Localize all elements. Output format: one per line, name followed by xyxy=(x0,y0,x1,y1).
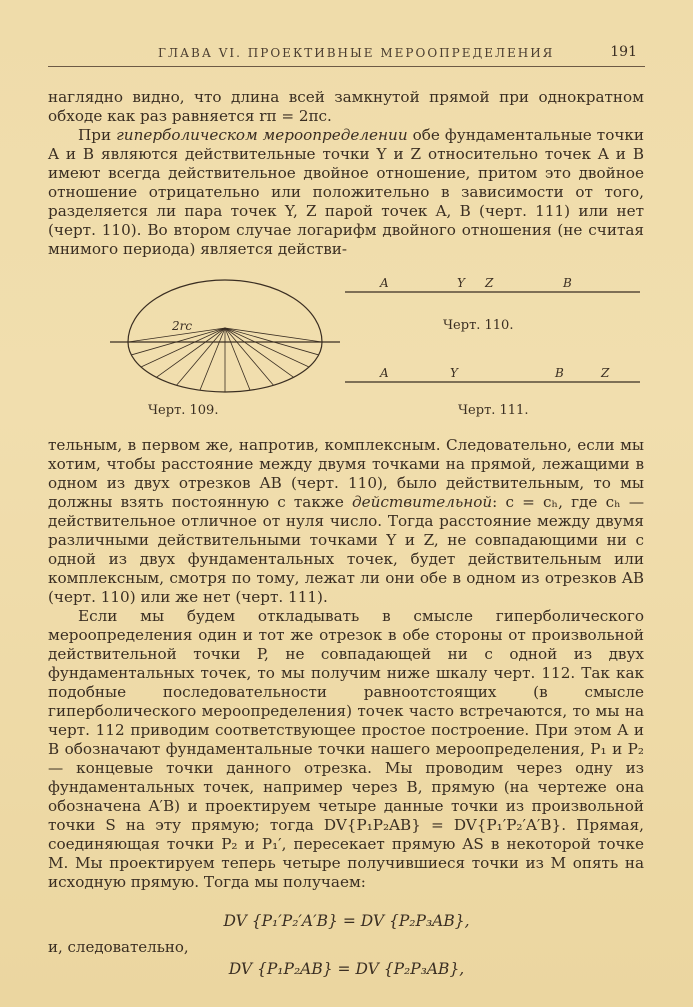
paragraph-2 xyxy=(48,126,644,259)
fig109-caption: Черт. 109. xyxy=(148,403,219,418)
running-header xyxy=(48,42,645,67)
fig110-point-b: B xyxy=(563,276,572,290)
text-block-bottom xyxy=(48,436,644,892)
fig109-ray xyxy=(225,328,274,385)
paragraph-3 xyxy=(48,436,644,607)
fig110-caption: Черт. 110. xyxy=(443,318,514,333)
fig110-point-a: A xyxy=(380,276,389,290)
fig111-point-y: Y xyxy=(450,366,458,380)
italic-term-real: действительной xyxy=(351,493,493,511)
paragraph-1: наглядно видно, что длина всей замкнутой прямой при однократном обходе как раз равняется rπ = 2πc. xyxy=(48,88,644,125)
text-block-top xyxy=(48,88,644,259)
figure-111 xyxy=(345,368,640,388)
connector-text: и, следовательно, xyxy=(48,938,189,956)
paragraph-2-start: При xyxy=(78,126,117,144)
formula-2: DV {P₁P₂AB} = DV {P₂P₃AB}, xyxy=(228,960,465,978)
paragraph-4: Если мы будем откладывать в смысле гиперболического мероопределения один и тот же отрезок в обе стороны от произвольной действительной точки P, не совпадающей ни с одной из двух фундаментальных точек, то мы получим ниже шкалу черт. 112. Так как подобные последовательности равноотстоящих (в смысле гиперболического мероопределения) точек часто встречаются, то мы на черт. 112 приводим соответствующее простое построение. При этом A и B обозначают фундаментальные точки нашего мероопределения, P₁ и P₂ — концевые точки данного отрезка. Мы проводим через одну из фундаментальных точек, например через B, прямую (на чертеже она обозначена A′B) и проектируем четыре данные точки из произвольной точки S на эту прямую; тогда DV{P₁P₂AB} = DV{P₁′P₂′A′B}. Прямая, соединяющая точки P₂ и P₁′, пересекает прямую AS в некоторой точке M. Мы проектируем теперь четыре получившиеся точки из M опять на исходную прямую. Тогда мы получаем: xyxy=(48,607,644,891)
paragraph-2-rest: обе фундаментальные точки A и B являются действительные точки Y и Z относительно точек A и B имеют всегда действительное двойное отношение, притом это двойное отношение отрицательно или положительно в зависимости от того, разделяется ли пара точек Y, Z парой точек A, B (черт. 111) или нет (черт. 110). Во втором случае логарифм двойного отношения (не считая мнимого периода) является действи- xyxy=(48,126,644,258)
fig111-point-b: B xyxy=(555,366,564,380)
formula-1: DV {P₁′P₂′A′B} = DV {P₂P₃AB}, xyxy=(223,912,470,930)
fig110-point-z: Z xyxy=(485,276,494,290)
italic-term-hyperbolic: гиперболическом мероопределении xyxy=(116,126,408,144)
fig110-point-y: Y xyxy=(457,276,465,290)
fig111-point-a: A xyxy=(380,366,389,380)
figure-109 xyxy=(110,280,340,390)
fig111-caption: Черт. 111. xyxy=(458,403,529,418)
chapter-title: ГЛАВА VI. ПРОЕКТИВНЫЕ МЕРООПРЕДЕЛЕНИЯ xyxy=(158,46,555,60)
page-number: 191 xyxy=(610,44,637,60)
figure-110 xyxy=(345,278,640,298)
paragraph-3-start: тельным, в первом же, напротив, комплексным. Следовательно, если мы хотим, чтобы расстояние между двумя точками на прямой, лежащими в одном из двух отрезков AB (черт. 110), было действительным, то мы должны взять постоянную c также xyxy=(48,436,644,511)
fig111-point-z: Z xyxy=(601,366,610,380)
fig109-arc-label: 2rc xyxy=(172,319,193,333)
fig109-ray xyxy=(177,328,226,385)
paragraph-3-rest: : c = cₕ, где cₕ — действительное отличное от нуля число. Тогда расстояние между двумя различными действительными точками Y и Z, не совпадающими ни с одной из двух фундаментальных точек, будет действительным или комплексным, смотря по тому, лежат ли они обе в одном из отрезков AB (черт. 110) или же нет (черт. 111). xyxy=(48,493,645,606)
